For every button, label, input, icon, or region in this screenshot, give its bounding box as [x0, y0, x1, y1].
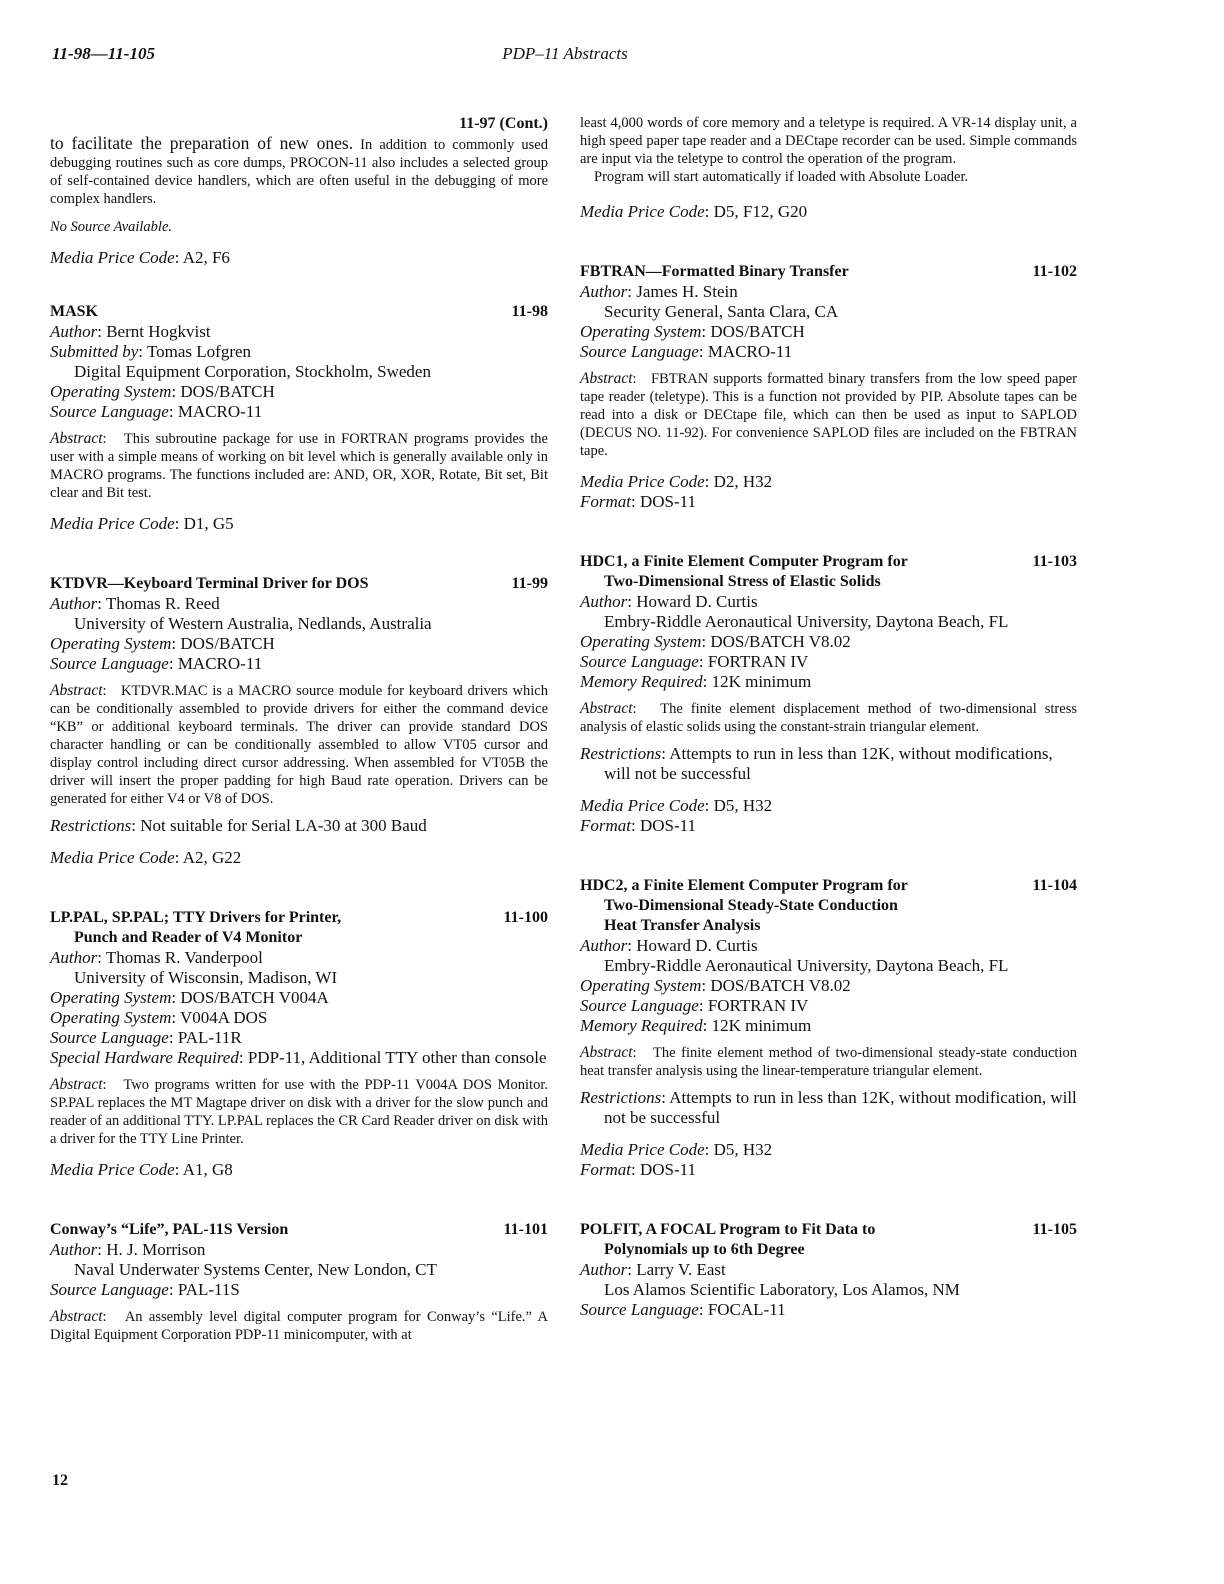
affiliation: Los Alamos Scientific Laboratory, Los Alamos, NM	[604, 1280, 960, 1299]
author: Author: Bernt Hogkvist	[50, 322, 211, 341]
abstract: Abstract: An assembly level digital computer program for Conway’s “Life.” A Digital Equipment Corporation PDP-11 minicomputer, with at	[50, 1308, 548, 1343]
affiliation: Naval Underwater Systems Center, New London, CT	[74, 1260, 437, 1279]
entry-number: 11-98	[511, 303, 548, 320]
abstract: Abstract: Two programs written for use with the PDP-11 V004A DOS Monitor. SP.PAL replaces the MT Magtape driver on disk with a driver for the slow punch and reader of an additional TTY. LP.PAL replaces the CR Card Reader driver on disk with a driver for the TTY Line Printer.	[50, 1076, 548, 1147]
entry-number: 11-97 (Cont.)	[459, 115, 548, 132]
entry-title: POLFIT, A FOCAL Program to Fit Data to Polynomials up to 6th Degree	[580, 1221, 876, 1258]
affiliation: Security General, Santa Clara, CA	[604, 302, 839, 321]
left-column	[50, 114, 548, 1344]
media-price: Media Price Code: D2, H32	[580, 472, 773, 491]
entry-11-101-cont	[580, 114, 1077, 222]
entry-title: FBTRAN—Formatted Binary Transfer	[580, 263, 849, 280]
entry-11-98	[50, 302, 548, 534]
entry-number: 11-100	[503, 909, 548, 926]
source-language: Source Language: PAL-11S	[50, 1280, 240, 1299]
page-header	[52, 44, 1078, 68]
format: Format: DOS-11	[580, 816, 697, 835]
affiliation: Embry-Riddle Aeronautical University, Daytona Beach, FL	[604, 956, 1009, 975]
author: Author: James H. Stein	[580, 282, 738, 301]
operating-system: Operating System: DOS/BATCH V004A	[50, 988, 329, 1007]
entry-number: 11-102	[1032, 263, 1077, 280]
entry-11-105	[580, 1220, 1077, 1320]
format: Format: DOS-11	[580, 492, 697, 511]
restrictions: Restrictions: Attempts to run in less than 12K, without modifications, will not be successful	[580, 744, 1053, 783]
entry-heading	[50, 302, 548, 322]
entry-11-100	[50, 908, 548, 1180]
abstract: Abstract: The finite element displacement method of two-dimensional stress analysis of elastic solids using the constant-strain triangular element.	[580, 700, 1077, 735]
source-language: Source Language: FORTRAN IV	[580, 996, 809, 1015]
page-range: 11-98—11-105	[52, 44, 155, 63]
entry-number: 11-101	[503, 1221, 548, 1238]
source-note: No Source Available.	[50, 219, 173, 235]
restrictions: Restrictions: Attempts to run in less than 12K, without modification, will not be successful	[580, 1088, 1077, 1127]
entry-11-97-cont	[50, 114, 548, 268]
entry-heading	[580, 1220, 1077, 1260]
continued-abstract: least 4,000 words of core memory and a teletype is required. A VR-14 display unit, a high speed paper tape reader and a DECtape recorder can be used. Simple commands are input via the teletype to control the operation of the program.	[580, 115, 1077, 167]
entry-11-102	[580, 262, 1077, 512]
entry-heading	[580, 876, 1077, 936]
media-price: Media Price Code: A2, G22	[50, 848, 242, 867]
media-price: Media Price Code: A2, F6	[50, 248, 230, 267]
source-language: Source Language: MACRO-11	[50, 654, 263, 673]
submitted-by: Submitted by: Tomas Lofgren	[50, 342, 252, 361]
media-price: Media Price Code: A1, G8	[50, 1160, 233, 1179]
entry-title: MASK	[50, 303, 98, 320]
operating-system: Operating System: DOS/BATCH	[50, 382, 275, 401]
right-column	[580, 114, 1077, 1320]
entry-11-104	[580, 876, 1077, 1180]
entry-title: HDC2, a Finite Element Computer Program for Two-Dimensional Steady-State Conduction Heat Transfer Analysis	[580, 877, 908, 934]
entry-title: HDC1, a Finite Element Computer Program for Two-Dimensional Stress of Elastic Solids	[580, 553, 908, 590]
continued-abstract-note: Program will start automatically if loaded with Absolute Loader.	[594, 169, 969, 185]
source-language: Source Language: MACRO-11	[50, 402, 263, 421]
entry-title: Conway’s “Life”, PAL-11S Version	[50, 1221, 289, 1238]
continued-text: to facilitate the preparation of new ones. In addition to commonly used debugging routines such as core dumps, PROCON-11 also includes a selected group of self-contained device handlers, which are often useful in the debugging of more complex handlers.	[50, 133, 548, 207]
source-language: Source Language: FORTRAN IV	[580, 652, 809, 671]
operating-system: Operating System: DOS/BATCH	[580, 322, 805, 341]
affiliation: Digital Equipment Corporation, Stockholm, Sweden	[74, 362, 431, 381]
entry-number: 11-104	[1032, 877, 1077, 894]
source-language: Source Language: MACRO-11	[580, 342, 793, 361]
affiliation: University of Western Australia, Nedlands, Australia	[74, 614, 432, 633]
memory-required: Memory Required: 12K minimum	[580, 672, 812, 691]
operating-system: Operating System: V004A DOS	[50, 1008, 268, 1027]
entry-heading	[580, 552, 1077, 592]
memory-required: Memory Required: 12K minimum	[580, 1016, 812, 1035]
abstract: Abstract: KTDVR.MAC is a MACRO source module for keyboard drivers which can be conditionally assembled to provide drivers for either the command device “KB” or additional keyboard terminals. The driver can provide standard DOS character handling or can be conditionally assembled to allow VT05 cursor and display control including direct cursor addressing. When assembled for VT05B the driver will insert the proper padding for high Baud rate operation. Drivers can be generated for either V4 or V8 of DOS.	[50, 682, 548, 807]
author: Author: Howard D. Curtis	[580, 936, 758, 955]
entry-heading	[50, 574, 548, 594]
format: Format: DOS-11	[580, 1160, 697, 1179]
special-hardware: Special Hardware Required: PDP-11, Additional TTY other than console	[50, 1048, 547, 1067]
restrictions: Restrictions: Not suitable for Serial LA-30 at 300 Baud	[50, 816, 427, 835]
author: Author: Thomas R. Vanderpool	[50, 948, 263, 967]
operating-system: Operating System: DOS/BATCH V8.02	[580, 632, 851, 651]
source-language: Source Language: FOCAL-11	[580, 1300, 786, 1319]
entry-number: 11-105	[1032, 1221, 1077, 1238]
affiliation: University of Wisconsin, Madison, WI	[74, 968, 338, 987]
entry-heading	[50, 1220, 548, 1240]
entry-number: 11-99	[511, 575, 548, 592]
media-price: Media Price Code: D5, H32	[580, 796, 773, 815]
abstract: Abstract: FBTRAN supports formatted binary transfers from the low speed paper tape reader (teletype). This is a function not provided by PIP. Absolute tapes can be read into a disk or DECtape file, which can then be used as input to SAPLOD (DECUS NO. 11-92). For convenience SAPLOD files are included on the FBTRAN tape.	[580, 370, 1078, 459]
author: Author: Howard D. Curtis	[580, 592, 758, 611]
entry-title: LP.PAL, SP.PAL; TTY Drivers for Printer, Punch and Reader of V4 Monitor	[50, 909, 342, 946]
entry-heading	[50, 908, 548, 948]
source-language: Source Language: PAL-11R	[50, 1028, 242, 1047]
author: Author: Larry V. East	[580, 1260, 726, 1279]
affiliation: Embry-Riddle Aeronautical University, Daytona Beach, FL	[604, 612, 1009, 631]
entry-number: 11-103	[1032, 553, 1077, 570]
entry-title: KTDVR—Keyboard Terminal Driver for DOS	[50, 575, 369, 592]
entry-heading	[580, 262, 1077, 282]
entry-11-103	[580, 552, 1077, 836]
media-price: Media Price Code: D5, H32	[580, 1140, 773, 1159]
media-price: Media Price Code: D1, G5	[50, 514, 234, 533]
media-price: Media Price Code: D5, F12, G20	[580, 202, 808, 221]
entry-11-101	[50, 1220, 548, 1344]
page-number: 12	[52, 1472, 68, 1489]
author: Author: Thomas R. Reed	[50, 594, 220, 613]
running-title: PDP–11 Abstracts	[502, 44, 628, 63]
operating-system: Operating System: DOS/BATCH V8.02	[580, 976, 851, 995]
operating-system: Operating System: DOS/BATCH	[50, 634, 275, 653]
entry-11-99	[50, 574, 548, 868]
author: Author: H. J. Morrison	[50, 1240, 206, 1259]
abstract: Abstract: This subroutine package for use in FORTRAN programs provides the user with a simple means of working on bit level which is generally available only in MACRO programs. The functions included are: AND, OR, XOR, Rotate, Bit set, Bit clear and Bit test.	[50, 430, 548, 501]
abstract: Abstract: The finite element method of two-dimensional steady-state conduction heat transfer analysis using the linear-temperature triangular element.	[580, 1044, 1077, 1079]
